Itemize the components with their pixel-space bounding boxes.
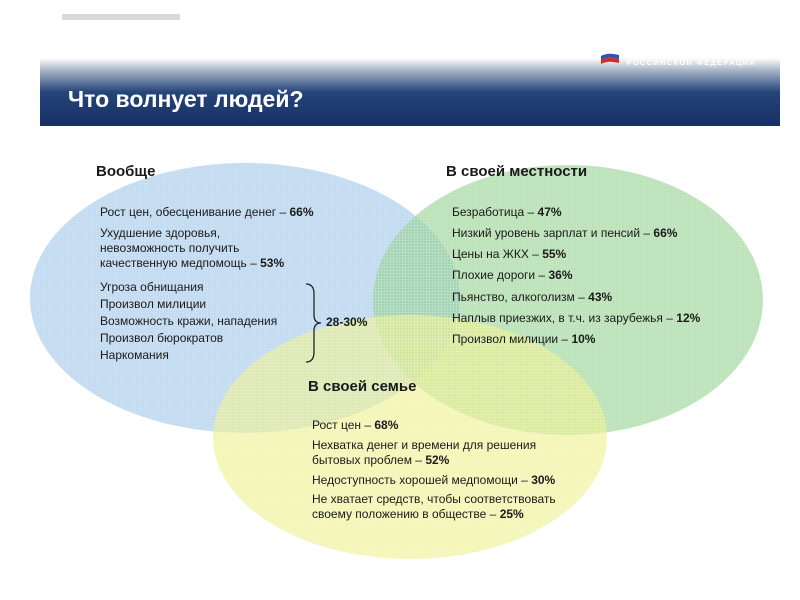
locality-item-4: Плохие дороги – 36% [452, 268, 573, 282]
locality-item-7: Произвол милиции – 10% [452, 332, 596, 346]
family-item-3: Недоступность хорошей медпомощи – 30% [312, 473, 556, 487]
general-item-7: Наркомания [100, 348, 169, 362]
locality-item-6: Наплыв приезжих, в т.ч. из зарубежья – 12% [452, 311, 701, 325]
family-item-1: Рост цен – 68% [312, 418, 399, 432]
locality-item-1: Безработица – 47% [452, 205, 562, 219]
locality-item-5: Пьянство, алкоголизм – 43% [452, 290, 613, 304]
family-title: В своей семье [308, 378, 417, 395]
group-brace [304, 282, 324, 364]
org-line-1: ОБЩЕСТВЕННАЯ ПАЛАТА [626, 48, 750, 57]
page-title: Что волнует людей? [68, 86, 304, 112]
general-item-1: Рост цен, обесценивание денег – 66% [100, 205, 314, 219]
general-item-6: Произвол бюрократов [100, 331, 224, 345]
general-item-5: Возможность кражи, нападения [100, 314, 278, 328]
locality-item-3: Цены на ЖКХ – 55% [452, 247, 567, 261]
family-item-2: Нехватка денег и времени для решения бытовых проблем – 52% [312, 438, 537, 467]
general-item-2: Ухудшение здоровья, невозможность получить качественную медпомощь – 53% [100, 226, 285, 270]
general-item-3: Угроза обнищания [100, 280, 204, 294]
general-title: Вообще [96, 163, 156, 180]
org-line-2: РОССИЙСКОЙ ФЕДЕРАЦИИ [626, 58, 756, 67]
group-range-value: 28-30% [326, 315, 368, 329]
general-item-4: Произвол милиции [100, 297, 207, 311]
locality-title: В своей местности [446, 163, 588, 180]
family-item-4: Не хватает средств, чтобы соответствовать своему положению в обществе – 25% [312, 492, 556, 521]
locality-item-2: Низкий уровень зарплат и пенсий – 66% [452, 226, 678, 240]
